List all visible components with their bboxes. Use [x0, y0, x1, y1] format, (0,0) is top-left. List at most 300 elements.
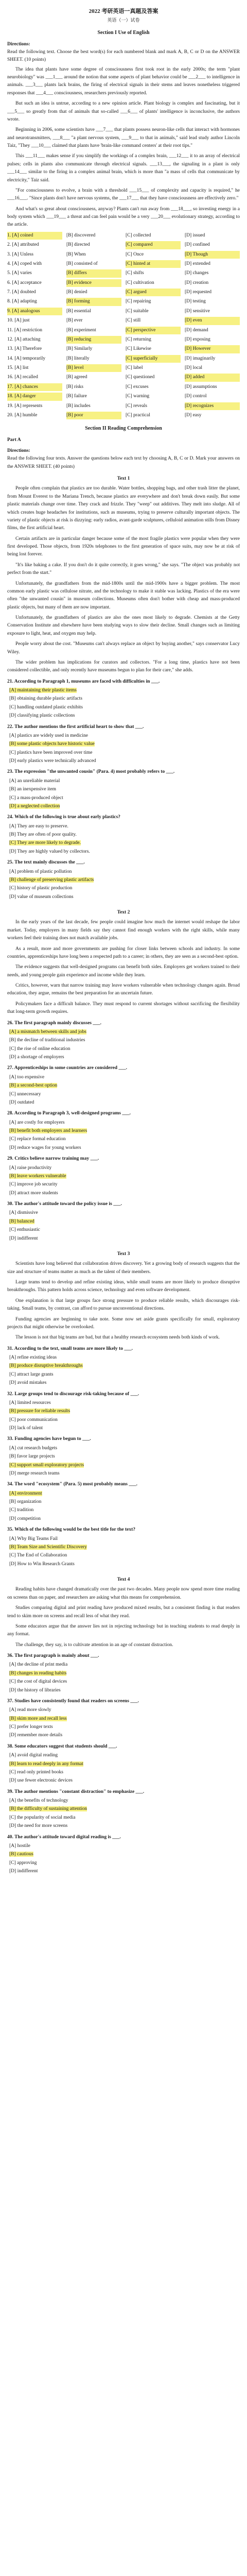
- question-option-text: [C] approving: [9, 1860, 37, 1866]
- cloze-option: [D] control: [185, 394, 207, 399]
- question-option: [7, 757, 240, 765]
- question-option-text: [B] benefit both employers and learners: [9, 1128, 87, 1134]
- question-option-text: [A] are costly for employers: [9, 1120, 65, 1125]
- cloze-option: [B] literally: [66, 355, 90, 361]
- text-spacer: [7, 902, 240, 905]
- question-option-text: [B] cautious: [9, 1852, 33, 1857]
- cloze-paragraph: "For consciousness to evolve, a brain with a threshold ___15___ of complexity and capacity is required," he ___16___. "Since plants don't have nervous systems, the ___17___ that they have consciousness are effectively zero.": [7, 188, 240, 201]
- question-stem: 28. According to Paragraph 3, well-designed programs ___.: [7, 1111, 131, 1116]
- cloze-option: [C] compared: [126, 241, 181, 249]
- question-option: [7, 1752, 240, 1759]
- question-stem: 33. Funding agencies have begun to ___.: [7, 1436, 91, 1442]
- question-option: [7, 1445, 240, 1452]
- reading-paragraph: Critics, however, warn that narrow training may leave workers vulnerable when technology changes again. Broad education, they argue, remains the best preparation for an uncertain future.: [7, 983, 240, 996]
- question-stem: 27. Apprenticeships in some countries are considered ___.: [7, 1065, 128, 1071]
- question-option-text: [C] a mass-produced object: [9, 795, 63, 801]
- question-option: [7, 823, 240, 831]
- question-option-text: [B] obtaining durable plastic artifacts: [9, 696, 82, 702]
- question-stem: 31. According to the text, small teams are more likely to ___.: [7, 1346, 133, 1351]
- cloze-option: [C] warning: [126, 394, 150, 399]
- question-option: [7, 695, 240, 703]
- reading-paragraph: In the early years of the last decade, few people could imagine how much the internet would reshape the labor market. Today, employers in many fields say they cannot find enough workers with the right skills, while many workers feel their training does not match available jobs.: [7, 920, 240, 941]
- question-option-text: [D] value of museum collections: [9, 894, 74, 900]
- question-option-text: [A] cut research budgets: [9, 1445, 58, 1451]
- question-option: [7, 1706, 240, 1714]
- question-option-text: [C] They are more likely to degrade.: [9, 840, 81, 846]
- question-stem: 37. Studies have consistently found that readers on screens ___.: [7, 1698, 139, 1704]
- question-option-text: [C] improve job security: [9, 1182, 58, 1188]
- question-option: [7, 1119, 240, 1127]
- question-option-text: [D] indifferent: [9, 1869, 38, 1874]
- cloze-option: [C] reveals: [126, 403, 147, 409]
- question-option: [7, 1028, 240, 1036]
- cloze-option: 4. [A] coped with: [7, 261, 42, 266]
- cloze-option: [B] When: [66, 251, 86, 257]
- cloze-option: [C] excuses: [126, 384, 149, 389]
- cloze-option: [D] even: [185, 317, 240, 325]
- question-option-text: [B] favor large projects: [9, 1454, 55, 1460]
- reading-text-title: Text 3: [117, 1251, 130, 1257]
- cloze-option: [D] imaginarily: [185, 355, 216, 361]
- question-option: [7, 1362, 240, 1370]
- cloze-option: 19. [A] represents: [7, 403, 43, 409]
- cloze-option: 16. [A] recalled: [7, 375, 38, 380]
- question-option-text: [D] They are highly valued by collectors.: [9, 849, 90, 854]
- question-option-text: [C] unnecessary: [9, 1091, 41, 1097]
- reading-texts: [7, 475, 240, 1879]
- cloze-paragraph: But such an idea is untrue, according to a new opinion article. Plant biology is complex and fascinating, but it ___5___ so greatly from that of animals that so-called ___6___ of plants' intelligence is inconclusive, the authors wrote.: [7, 101, 240, 122]
- question-option-text: [A] dismissive: [9, 1210, 38, 1216]
- question-option: [7, 1408, 240, 1415]
- question-option: [7, 1760, 240, 1768]
- cloze-option: [C] questioned: [126, 375, 155, 380]
- question-option: [7, 1209, 240, 1217]
- question-option: [7, 1561, 240, 1568]
- question-option: [7, 1416, 240, 1424]
- cloze-option: [B] risks: [66, 384, 83, 389]
- cloze-option: [B] forming: [66, 298, 121, 306]
- question-stem: 39. The author mentions "constant distraction" to emphasize ___.: [7, 1789, 145, 1794]
- question-stem: 22. The author mentions the first artificial heart to show that ___.: [7, 724, 144, 730]
- question-option: [7, 1037, 240, 1044]
- question-option-text: [A] maintaining their plastic items: [9, 688, 77, 693]
- question-option-text: [A] plastics are widely used in medicine: [9, 733, 89, 738]
- cloze-passage: [7, 66, 240, 229]
- section-1-heading: Section I Use of English: [97, 30, 150, 36]
- question-option: [7, 1226, 240, 1234]
- cloze-paragraph: The idea that plants have some degree of consciousness first took root in the early 2000s; the term "plant neurobiology" was ___1___ around the notion that some aspects of plant behavior could be ___2___ to intelligence in animals. ___3___ plants lack brains, the firing of electrical signals in their stems and leaves nonetheless triggered responses that ___4___ consciousness, researchers previously reported.: [7, 66, 240, 96]
- question-option-text: [C] tradition: [9, 1507, 34, 1513]
- directions-text: Read the following text. Choose the best word(s) for each numbered blank and mark A, B, C or D on the ANSWER SHEET. (10 points): [7, 49, 240, 63]
- cloze-option: [D] assumptions: [185, 384, 217, 389]
- reading-paragraph: The lesson is not that big teams are bad, but that a healthy research ecosystem needs both kinds of work.: [15, 1335, 220, 1341]
- question-option: [7, 1470, 240, 1478]
- question-option-text: [B] They are often of poor quality.: [9, 832, 77, 838]
- question-option: [7, 1462, 240, 1469]
- question-option: [7, 1173, 240, 1180]
- cloze-option: [D] However: [185, 345, 240, 353]
- cloze-option: [C] still: [126, 318, 141, 324]
- reading-directions-label: Directions:: [7, 448, 30, 453]
- cloze-option: [B] evidence: [66, 279, 121, 287]
- question-option: [7, 803, 240, 810]
- question-option: [7, 1777, 240, 1785]
- cloze-option: 15. [A] list: [7, 365, 29, 371]
- cloze-option: 12. [A] attaching: [7, 336, 41, 342]
- question-option-text: [D] competition: [9, 1516, 41, 1521]
- question-option-text: [D] attract more students: [9, 1190, 58, 1196]
- reading-paragraph: The evidence suggests that well-designed programs can benefit both sides. Employers get workers trained to their needs, and young people gain experience and income while they learn.: [7, 964, 240, 978]
- question-option-text: [B] an inexpensive item: [9, 787, 57, 792]
- question-option-text: [A] too expensive: [9, 1074, 45, 1080]
- question-option-text: [B] leave workers vulnerable: [9, 1173, 66, 1179]
- reading-paragraph: Scientists have long believed that collaboration drives discovery. Yet a growing body of research suggests that the size and structure of teams matter as much as the talent of their members.: [7, 1261, 240, 1275]
- cloze-option: [C] suitable: [126, 308, 149, 314]
- cloze-option: [B] level: [66, 364, 121, 372]
- cloze-paragraph: And what's so great about consciousness, anyway? Plants can't run away from ___18___, so investing energy in a body system which ___19___ a threat and can feel pain would be a very ___20___ evolutionary strategy, according to the article.: [7, 206, 240, 228]
- reading-paragraph: The wider problem has implications for curators and collectors. "For a long time, plastics have not been considered collectible, and only recently have museums begun to plan for their care," she adds.: [7, 659, 240, 673]
- cloze-option: 9. [A] analogous: [7, 308, 62, 315]
- cloze-option: [D] added: [185, 374, 240, 381]
- reading-paragraph: Unfortunately, the grandfathers of plastics are also the ones most likely to degrade. Chemists at the Getty Conservation Institute and elsewhere have been studying ways to slow their decline. Small changes such as limiting exposure to light, heat, and oxygen may help.: [7, 615, 240, 636]
- question-option: [7, 732, 240, 740]
- question-option-text: [C] plastics have been improved over time: [9, 750, 93, 755]
- question-option: [7, 1715, 240, 1723]
- question-option-text: [B] the decline of traditional industries: [9, 1038, 85, 1043]
- question-option: [7, 1099, 240, 1107]
- question-stem: 38. Some educators suggest that students should ___.: [7, 1743, 117, 1749]
- question-stem: 23. The expression "the unwanted cousin" (Para. 4) most probably refers to ___.: [7, 769, 175, 775]
- question-option: [7, 1181, 240, 1189]
- question-option: [7, 1661, 240, 1669]
- question-option-text: [C] history of plastic production: [9, 886, 73, 891]
- cloze-option: [B] Similarly: [66, 346, 93, 352]
- cloze-option: [D] recognizes: [185, 402, 240, 410]
- question-option-text: [D] indifferent: [9, 1235, 38, 1241]
- question-option: [7, 1144, 240, 1152]
- cloze-option: 18. [A] danger: [7, 393, 62, 400]
- question-option-text: [B] learn to read deeply in any format: [9, 1761, 83, 1767]
- question-option-text: [C] The End of Collaboration: [9, 1553, 67, 1558]
- cloze-option: [B] discovered: [66, 232, 96, 238]
- question-option: [7, 1535, 240, 1543]
- cloze-option: 14. [A] temporarily: [7, 355, 46, 361]
- reading-paragraph: "It's like baking a cake. If you don't do it quite correctly, it goes wrong," she says. "The object was probably not perfect from the start.": [7, 562, 240, 576]
- question-option: [7, 1399, 240, 1407]
- question-option-text: [D] reduce wages for young workers: [9, 1145, 81, 1150]
- cloze-option: [D] confined: [185, 242, 210, 248]
- cloze-option: [B] includes: [66, 403, 91, 409]
- question-option: [7, 876, 240, 884]
- question-option-text: [B] a second-best option: [9, 1083, 58, 1089]
- question-option: [7, 794, 240, 802]
- question-option: [7, 1045, 240, 1053]
- document-content: [7, 0, 240, 1879]
- question-option: [7, 1218, 240, 1226]
- reading-text-title: Text 2: [117, 910, 130, 916]
- question-option: [7, 1552, 240, 1560]
- cloze-option: [C] repairing: [126, 299, 151, 304]
- question-option: [7, 1164, 240, 1172]
- question-option: [7, 1074, 240, 1081]
- question-option: [7, 1515, 240, 1523]
- cloze-option: [C] returning: [126, 336, 151, 342]
- document-title: 2022 考研英语一真题及答案: [89, 8, 158, 14]
- question-option: [7, 1723, 240, 1731]
- question-option-text: [A] an unreliable material: [9, 778, 60, 784]
- cloze-option: [B] denied: [66, 290, 87, 295]
- question-option: [7, 704, 240, 711]
- question-option-text: [C] support small exploratory projects: [9, 1462, 84, 1468]
- question-option-text: [A] limited resources: [9, 1400, 51, 1405]
- question-option: [7, 1814, 240, 1822]
- question-option: [7, 893, 240, 901]
- cloze-option: 7. [A] doubted: [7, 290, 36, 295]
- question-stem: 24. Which of the following is true about early plastics?: [7, 815, 120, 820]
- cloze-option: [B] agreed: [66, 375, 87, 380]
- question-option-text: [D] How to Win Research Grants: [9, 1561, 75, 1567]
- cloze-option: [B] directed: [66, 242, 90, 248]
- cloze-option: [B] poor: [66, 412, 121, 419]
- cloze-option: 20. [A] humble: [7, 412, 38, 418]
- cloze-option: [C] practical: [126, 412, 150, 418]
- cloze-option: 10. [A] just: [7, 318, 30, 324]
- question-option: [7, 1822, 240, 1830]
- question-option: [7, 1371, 240, 1379]
- reading-text-title: Text 4: [117, 1577, 130, 1583]
- question-option: [7, 1425, 240, 1432]
- question-option-text: [B] the difficulty of sustaining attention: [9, 1806, 87, 1812]
- cloze-option: [D] demand: [185, 327, 208, 333]
- question-option-text: [D] a shortage of employers: [9, 1055, 64, 1060]
- question-option: [7, 1453, 240, 1461]
- question-option-text: [D] avoid mistakes: [9, 1380, 47, 1386]
- text-spacer: [7, 1876, 240, 1879]
- question-stem: 34. The word "ecosystem" (Para. 5) most probably means ___.: [7, 1482, 137, 1487]
- cloze-option: 13. [A] Therefore: [7, 346, 42, 352]
- part-a-label: Part A: [7, 437, 21, 443]
- question-option-text: [D] remember more details: [9, 1733, 63, 1738]
- question-option-text: [C] the rise of online education: [9, 1046, 70, 1052]
- cloze-option: [C] superficially: [126, 355, 181, 363]
- question-option: [7, 1235, 240, 1243]
- cloze-option: [B] ever: [66, 318, 83, 324]
- question-option-text: [A] raise productivity: [9, 1165, 52, 1171]
- section-2-heading: Section II Reading Comprehension: [85, 426, 162, 432]
- question-option-text: [D] a neglected collection: [9, 803, 60, 809]
- question-option: [7, 1732, 240, 1739]
- question-option: [7, 1678, 240, 1686]
- question-option: [7, 1805, 240, 1813]
- question-option: [7, 1797, 240, 1805]
- cloze-option: [C] collected: [126, 232, 151, 238]
- directions-label: Directions:: [7, 41, 30, 47]
- reading-paragraph: Some educators argue that the answer lies not in rejecting technology but in teaching students to read deeply in any format.: [7, 1623, 240, 1637]
- reading-paragraph: Reading habits have changed dramatically over the past two decades. Many people now spend more time reading on screens than on paper, and researchers are asking what this means for comprehension.: [7, 1587, 240, 1600]
- reading-directions-text: Read the following four texts. Answer the questions below each text by choosing A, B, C or D. Mark your answers on the ANSWER SHEET. (40 points): [7, 456, 240, 469]
- cloze-option: [D] creation: [185, 280, 209, 285]
- question-option-text: [B] Team Size and Scientific Discovery: [9, 1544, 87, 1550]
- question-option: [7, 1506, 240, 1514]
- cloze-option: 1. [A] coined: [7, 232, 62, 240]
- cloze-option: [C] Once: [126, 251, 144, 257]
- question-option-text: [D] the history of libraries: [9, 1687, 61, 1693]
- question-option: [7, 1490, 240, 1498]
- question-option-text: [A] Why Big Teams Fail: [9, 1536, 58, 1541]
- cloze-option: 6. [A] acceptance: [7, 280, 42, 285]
- question-option: [7, 1379, 240, 1387]
- question-option: [7, 1354, 240, 1362]
- question-stem: 36. The first paragraph is mainly about ___.: [7, 1653, 99, 1659]
- question-option: [7, 1868, 240, 1875]
- question-option-text: [C] replace formal education: [9, 1137, 66, 1142]
- question-option: [7, 712, 240, 720]
- question-option: [7, 749, 240, 757]
- cloze-option: 5. [A] varies: [7, 270, 32, 276]
- cloze-option: [C] shifts: [126, 270, 144, 276]
- question-option: [7, 1498, 240, 1506]
- question-option-text: [C] attract large grants: [9, 1371, 54, 1377]
- question-option: [7, 1859, 240, 1867]
- reading-paragraph: People often complain that plastics are too durable. Water bottles, shopping bags, and other trash litter the planet, from Mount Everest to the Mariana Trench, because plastics are everywhere and don't break down easily. But some plastic materials change over time. They crack and frizzle. They "weep" out additives. They melt into sludge. All of which creates huge headaches for institutions, such as museums, trying to preserve culturally important objects. The variety of plastic objects at risk is dizzying: early radios, avant-garde sculptures, celluloid animation stills from Disney films, the first artificial heart.: [7, 486, 240, 531]
- question-option: [7, 1670, 240, 1677]
- question-option: [7, 777, 240, 785]
- question-option-text: [A] a mismatch between skills and jobs: [9, 1029, 86, 1035]
- reading-paragraph: As a result, more and more governments are pushing for closer links between schools and industry. In some countries, apprenticeships have long been a respected path to a career; in others, they are seen as a second-best option.: [7, 946, 240, 959]
- question-option-text: [A] refine existing ideas: [9, 1355, 57, 1361]
- reading-paragraph: The challenge, they say, is to cultivate attention in an age of constant distraction.: [15, 1642, 173, 1648]
- reading-paragraph: Funding agencies are beginning to take note. Some now set aside grants specifically for small, exploratory projects that might otherwise be overlooked.: [7, 1316, 240, 1330]
- question-option-text: [A] environment: [9, 1490, 42, 1496]
- cloze-option: [C] argued: [126, 289, 181, 296]
- question-option-text: [A] They are easy to preserve.: [9, 823, 68, 829]
- question-option: [7, 786, 240, 793]
- question-option-text: [A] avoid digital reading: [9, 1753, 58, 1758]
- cloze-option: [B] failure: [66, 394, 87, 399]
- question-option-text: [A] read more slowly: [9, 1707, 51, 1713]
- question-option-text: [D] the need for more screens: [9, 1823, 68, 1829]
- text-spacer: [7, 1569, 240, 1572]
- question-option-text: [B] pressure for reliable results: [9, 1409, 70, 1414]
- cloze-option: [C] hinted at: [126, 260, 181, 268]
- cloze-option: [C] Likewise: [126, 346, 151, 352]
- cloze-option: [D] testing: [185, 299, 206, 304]
- question-option: [7, 1851, 240, 1858]
- question-option-text: [B] skim more and recall less: [9, 1716, 67, 1721]
- question-option: [7, 1842, 240, 1850]
- question-option-text: [D] early plastics were technically advanced: [9, 758, 96, 764]
- question-option-text: [D] outdated: [9, 1099, 34, 1105]
- cloze-option: [B] experiment: [66, 327, 96, 333]
- reading-paragraph: One explanation is that large groups face strong pressure to produce reliable results, which discourages risk-taking. Small teams, by contrast, can afford to pursue unconventional directions.: [7, 1298, 240, 1312]
- cloze-option: [C] perspective: [126, 327, 181, 334]
- question-stem: 21. According to Paragraph 1, museums are faced with difficulties in ___.: [7, 679, 160, 684]
- question-option-text: [D] lack of talent: [9, 1426, 43, 1431]
- cloze-option: 8. [A] adapting: [7, 299, 37, 304]
- question-stem: 32. Large groups tend to discourage risk-taking because of ___.: [7, 1391, 139, 1397]
- question-option-text: [B] balanced: [9, 1218, 34, 1224]
- question-option-text: [C] poor communication: [9, 1417, 58, 1422]
- question-option: [7, 1127, 240, 1135]
- question-option-text: [D] merge research teams: [9, 1470, 60, 1476]
- question-stem: 29. Critics believe narrow training may ___.: [7, 1156, 99, 1162]
- cloze-option: [B] differs: [66, 269, 121, 277]
- reading-paragraph: Certain artifacts are in particular danger because some of the most fragile plastics were popular when they were first developed. Those objects, from 1920s telephones to the first generation of space suits, may now be at risk of being lost forever.: [7, 536, 240, 557]
- reading-paragraph: Studies comparing digital and print reading have produced mixed results, but a consistent finding is that readers tend to skim more on screens and recall less of what they read.: [7, 1605, 240, 1619]
- cloze-option: [D] changes: [185, 270, 209, 276]
- cloze-option: [D] exposing: [185, 336, 210, 342]
- reading-paragraph: Unfortunately, the grandfathers from the mid-1800s until the mid-1900s have a bigger problem. The most common early plastic was cellulose nitrate, and the technology to make it stable was lacking. Plastics of the era were often "the unwanted cousin" in museum collections. Museums often don't bother with cheap and mass-produced plastic objects, but many of them are now important.: [7, 581, 240, 610]
- question-option-text: [A] the decline of print media: [9, 1662, 68, 1668]
- question-option: [7, 831, 240, 839]
- cloze-options: [7, 232, 240, 420]
- cloze-option: [D] issued: [185, 232, 205, 238]
- question-option-text: [C] prefer longer texts: [9, 1724, 53, 1730]
- cloze-option: [C] label: [126, 365, 143, 371]
- question-option-text: [C] the cost of digital devices: [9, 1679, 67, 1685]
- reading-text-title: Text 1: [117, 476, 130, 482]
- cloze-option: [D] sensitive: [185, 308, 210, 314]
- question-option: [7, 1136, 240, 1143]
- cloze-paragraph: This ___11___ makes sense if you simplify the workings of a complex brain, ___12___ it to an array of electrical pulses; cells in plants also communicate through electrical signals. ___13___, the signaling in a plant is only ___14___ similar to the firing in a complex animal brain, which is more than "a mass of cells that communicate by electricity," Taiz said.: [7, 154, 240, 183]
- question-option: [7, 1687, 240, 1694]
- cloze-option: [D] Though: [185, 251, 240, 259]
- question-option: [7, 868, 240, 876]
- question-option-text: [A] the benefits of technology: [9, 1798, 68, 1804]
- question-stem: 40. The author's attitude toward digital reading is ___.: [7, 1834, 121, 1840]
- text-spacer: [7, 1243, 240, 1246]
- question-option: [7, 1769, 240, 1776]
- cloze-option: 3. [A] Unless: [7, 251, 33, 257]
- question-option-text: [D] classifying plastic collections: [9, 713, 75, 719]
- question-option-text: [B] changes in reading habits: [9, 1670, 67, 1676]
- document-subtitle: 英语（一）试卷: [107, 17, 140, 23]
- cloze-option: [B] reducing: [66, 336, 121, 344]
- question-option-text: [C] read only printed books: [9, 1769, 64, 1775]
- cloze-option: [B] essential: [66, 308, 91, 314]
- cloze-option: [C] cultivation: [126, 280, 154, 285]
- question-option-text: [B] produce disruptive breakthroughs: [9, 1363, 83, 1369]
- question-option-text: [C] enthusiastic: [9, 1227, 40, 1233]
- reading-paragraph: Large teams tend to develop and refine existing ideas, while small teams are more likely to produce disruptive breakthroughs. This pattern holds across science, technology and even software development.: [7, 1280, 240, 1293]
- question-option-text: [B] challenge of preserving plastic artifacts: [9, 877, 94, 883]
- question-option: [7, 1054, 240, 1061]
- question-stem: 25. The text mainly discusses the ___.: [7, 860, 85, 866]
- question-option: [7, 1190, 240, 1197]
- question-option-text: [A] hostile: [9, 1843, 30, 1849]
- cloze-option: [D] requested: [185, 290, 211, 295]
- cloze-paragraph: Beginning in 2006, some scientists have ___7___ that plants possess neuron-like cells that interact with hormones and neurotransmitters, ___8___ "a plant nervous system, ___9___ to that in animals," said lead study author Lincoln Taiz, "They ___10___ claimed that plants have 'brain-like command centers' at their root tips.": [7, 127, 240, 149]
- cloze-option: [D] extended: [185, 261, 210, 266]
- question-option-text: [B] some plastic objects have historic value: [9, 741, 95, 747]
- question-option: [7, 740, 240, 748]
- reading-paragraph: People worry about the cost. "Museums can't always replace an object by buying another," says conservator Lucy Wiley.: [7, 641, 240, 655]
- question-option: [7, 687, 240, 694]
- question-option-text: [C] the popularity of social media: [9, 1815, 76, 1820]
- cloze-option: 2. [A] attributed: [7, 242, 39, 248]
- question-option-text: [C] handling outdated plastic exhibits: [9, 704, 83, 710]
- cloze-option: 11. [A] restriction: [7, 327, 42, 333]
- question-option: [7, 1082, 240, 1090]
- question-option-text: [B] organization: [9, 1499, 42, 1505]
- question-option: [7, 1091, 240, 1098]
- question-option: [7, 848, 240, 856]
- question-option-text: [A] problem of plastic pollution: [9, 869, 72, 874]
- question-option: [7, 839, 240, 847]
- question-option: [7, 885, 240, 892]
- question-stem: 30. The author's attitude toward the policy issue is ___.: [7, 1201, 122, 1207]
- question-stem: 35. Which of the following would be the best title for the text?: [7, 1527, 136, 1533]
